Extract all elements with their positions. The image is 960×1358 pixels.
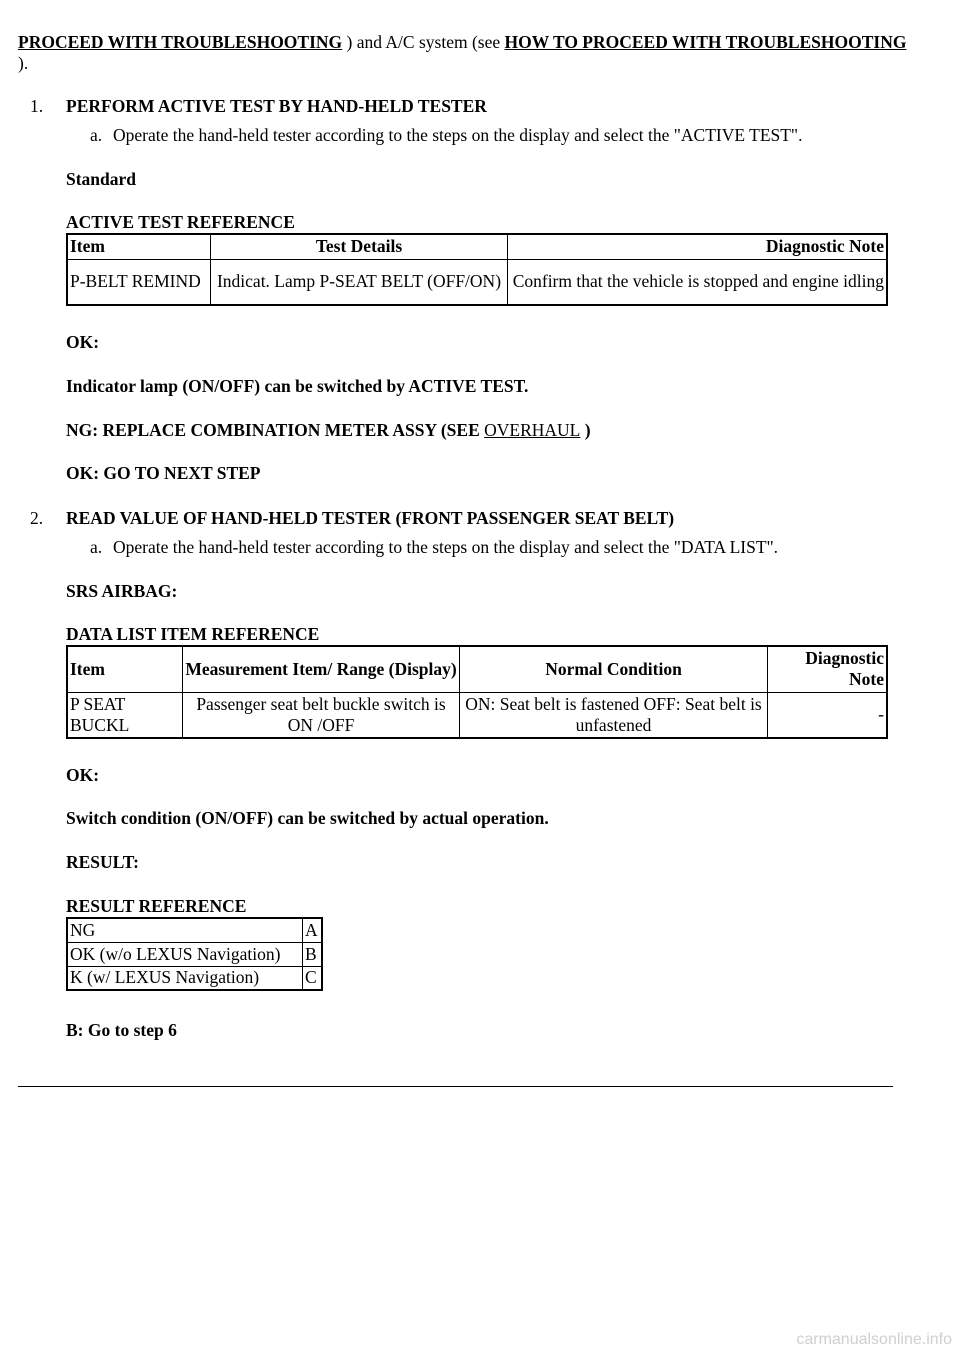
table-row [67, 918, 322, 942]
step-1-sub-label: a. [90, 125, 103, 145]
result-label: RESULT: [66, 852, 139, 872]
table-row [67, 692, 887, 738]
intro-end-text: ). [18, 53, 29, 73]
active-test-table-title: ACTIVE TEST REFERENCE [66, 212, 295, 232]
ok-next-step: OK: GO TO NEXT STEP [66, 463, 261, 483]
step-2-sub-label: a. [90, 537, 103, 557]
cell-item: P SEAT BUCKL [67, 692, 183, 738]
cell-measurement-item: Passenger seat belt buckle switch is ON /OFF [183, 692, 460, 738]
step-1-heading [30, 96, 487, 117]
table-row [67, 259, 887, 305]
active-test-table [66, 233, 888, 306]
goto-step-6: B: Go to step 6 [66, 1020, 177, 1040]
step-1-number: 1. [30, 96, 44, 116]
header-item: Item [67, 646, 183, 692]
cell-code: A [303, 918, 323, 942]
header-measurement-item: Measurement Item/ Range (Display) [183, 646, 460, 692]
header-diagnostic-note: Diagnostic Note [768, 646, 888, 692]
standard-label: Standard [66, 169, 137, 189]
step-1-ok-label: OK: [66, 332, 100, 352]
step-2-sub-text: Operate the hand-held tester according to the steps on the display and select the "DATA LIST". [113, 537, 779, 557]
step-1-substep [90, 125, 802, 146]
cell-normal-condition: ON: Seat belt is fastened OFF: Seat belt is unfastened [460, 692, 768, 738]
proceed-troubleshooting-link[interactable]: PROCEED WITH TROUBLESHOOTING [18, 32, 343, 52]
cell-code: C [303, 966, 323, 990]
intro-paragraph [18, 32, 918, 74]
step-2-substep [90, 537, 778, 558]
header-item: Item [67, 234, 211, 259]
header-diagnostic-note: Diagnostic Note [508, 234, 888, 259]
cell-test-details: Indicat. Lamp P-SEAT BELT (OFF/ON) [211, 259, 508, 305]
data-list-table [66, 645, 888, 739]
overhaul-link[interactable]: OVERHAUL [484, 420, 581, 440]
cell-result: OK (w/o LEXUS Navigation) [67, 942, 303, 966]
cell-result: NG [67, 918, 303, 942]
step-2-heading [30, 508, 674, 529]
header-normal-condition: Normal Condition [460, 646, 768, 692]
result-table-title: RESULT REFERENCE [66, 896, 247, 916]
srs-airbag-label: SRS AIRBAG: [66, 581, 178, 601]
horizontal-divider [18, 1086, 893, 1087]
step-2-ok-label: OK: [66, 765, 100, 785]
intro-mid-text: ) and A/C system (see [342, 32, 505, 52]
step-1-ok-text: Indicator lamp (ON/OFF) can be switched by ACTIVE TEST. [66, 376, 529, 396]
ng-prefix: NG: REPLACE COMBINATION METER ASSY (SEE [66, 420, 485, 440]
cell-item: P-BELT REMIND [67, 259, 211, 305]
step-1-title: PERFORM ACTIVE TEST BY HAND-HELD TESTER [66, 96, 487, 116]
table-header-row [67, 234, 887, 259]
data-list-table-title: DATA LIST ITEM REFERENCE [66, 624, 320, 644]
step-2-number: 2. [30, 508, 44, 528]
cell-code: B [303, 942, 323, 966]
step-1-sub-text: Operate the hand-held tester according to the steps on the display and select the "ACTIVE TEST". [113, 125, 803, 145]
watermark: carmanualsonline.info [796, 1331, 952, 1348]
table-row [67, 966, 322, 990]
ng-suffix: ) [580, 420, 591, 440]
cell-diagnostic-note: - [768, 692, 888, 738]
how-to-proceed-link[interactable]: HOW TO PROCEED WITH TROUBLESHOOTING [504, 32, 907, 52]
ng-replace-line [66, 420, 591, 441]
step-2-title: READ VALUE OF HAND-HELD TESTER (FRONT PASSENGER SEAT BELT) [66, 508, 675, 528]
cell-result: K (w/ LEXUS Navigation) [67, 966, 303, 990]
header-test-details: Test Details [211, 234, 508, 259]
result-table [66, 917, 323, 991]
step-2-ok-text: Switch condition (ON/OFF) can be switched by actual operation. [66, 808, 549, 828]
table-row [67, 942, 322, 966]
cell-diagnostic-note: Confirm that the vehicle is stopped and engine idling [508, 259, 888, 305]
table-header-row [67, 646, 887, 692]
